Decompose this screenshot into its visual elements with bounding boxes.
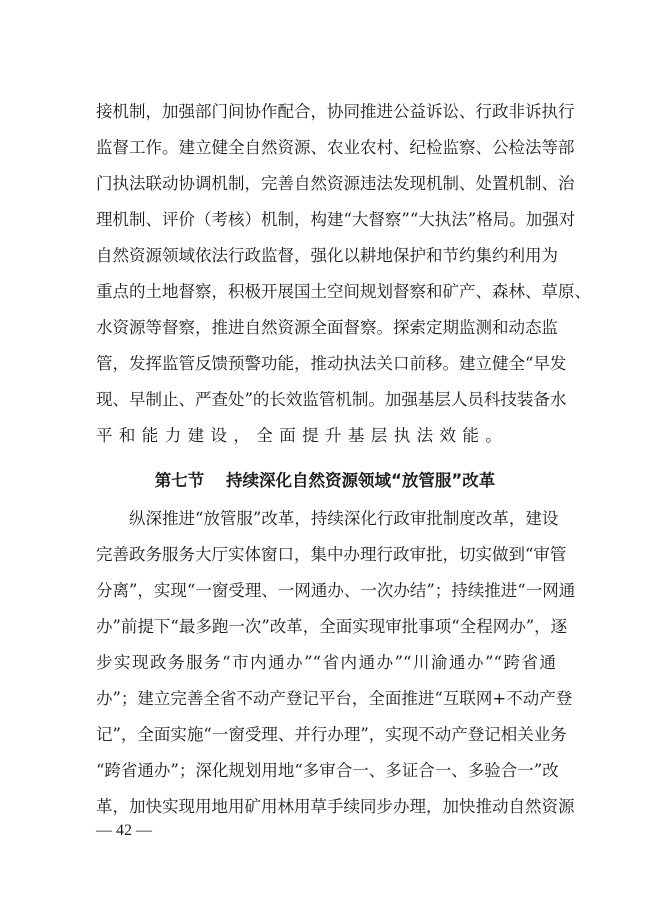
text-line: 门执法联动协调机制，完善自然资源违法发现机制、处置机制、治: [96, 174, 575, 193]
section-title: 持续深化自然资源领域“放管服”改革: [226, 471, 496, 490]
text-line: 接机制，加强部门间协作配合，协同推进公益诉讼、行政非诉执行: [96, 102, 575, 121]
text-line: 水资源等督察，推进自然资源全面督察。探索定期监测和动态监: [96, 318, 558, 337]
text-line: 监督工作。建立健全自然资源、农业农村、纪检监察、公检法等部: [96, 138, 575, 157]
text-line: 完善政务服务大厅实体窗口，集中办理行政审批，切实做到“审管: [96, 545, 567, 564]
text-line: 自然资源领域依法行政监督，强化以耕地保护和节约集约利用为: [96, 246, 558, 265]
text-line: 纵深推进“放管服”改革，持续深化行政审批制度改革，建设: [96, 509, 559, 528]
section-number: 第七节: [154, 471, 205, 490]
text-line: 记”，全面实施“一窗受理、并行办理”，实现不动产登记相关业务: [96, 725, 567, 744]
text-line: 办”；建立完善全省不动产登记平台，全面推进“互联网+不动产登: [96, 689, 573, 708]
text-line: “跨省通办”；深化规划用地“多审合一、多证合一、多验合一”改: [96, 761, 559, 780]
text-line: 办”前提下“最多跑一次”改革，全面实现审批事项“全程网办”，逐: [96, 617, 568, 636]
text-line: 管，发挥监管反馈预警功能，推动执法关口前移。建立健全“早发: [96, 354, 567, 373]
text-line: 步实现政务服务“市内通办”“省内通办”“川渝通办”“跨省通: [96, 653, 556, 672]
text-line: 重点的土地督察，积极开展国土空间规划督察和矿产、森林、草原、: [96, 282, 591, 301]
section-heading: [0, 467, 650, 491]
page-number: — 42 —: [96, 822, 152, 839]
text-line: 现、早制止、严查处”的长效监管机制。加强基层人员科技装备水: [96, 390, 567, 409]
text-line: 理机制、评价（考核）机制，构建“大督察”“大执法”格局。加强对: [96, 210, 576, 229]
text-line: 革，加快实现用地用矿用林用草手续同步办理，加快推动自然资源: [96, 797, 575, 816]
text-line: 分离”，实现“一窗受理、一网通办、一次办结”；持续推进“一网通: [96, 581, 576, 600]
text-line: 平和能力建设，全面提升基层执法效能。: [96, 426, 509, 445]
